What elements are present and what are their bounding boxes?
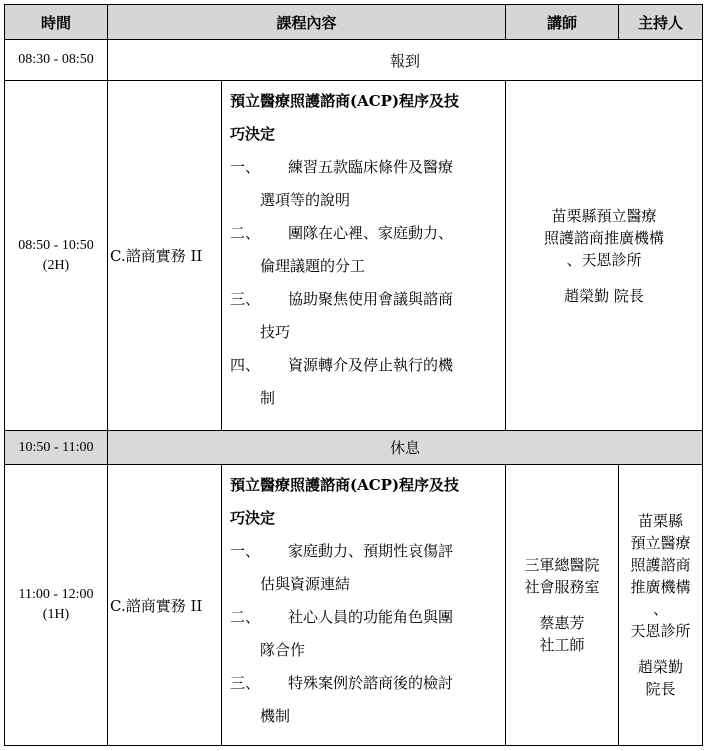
- time-cell: 08:30 - 08:50: [5, 40, 108, 81]
- table-row: [5, 81, 703, 431]
- course-cell: [222, 81, 506, 431]
- lecturer-org: 照護諮商推廣機構: [544, 228, 665, 247]
- item-number: 一、: [230, 542, 261, 560]
- item-number: 三、: [230, 674, 261, 692]
- host-org: 、: [653, 600, 669, 618]
- header-row: [5, 5, 703, 40]
- host-org: 照護諮商: [630, 556, 691, 574]
- course-title-line: 巧決定: [230, 509, 276, 527]
- host-org: 天恩診所: [630, 622, 691, 640]
- header-time: 時間: [5, 5, 108, 40]
- item-text: 家庭動力、預期性哀傷評: [288, 542, 454, 560]
- item-text: 社心人員的功能角色與團: [288, 608, 454, 626]
- time-cell: [5, 81, 108, 431]
- time-range: 11:00 - 12:00: [18, 587, 94, 602]
- host-name: 趙榮勤: [638, 658, 684, 676]
- item-text: 資源轉介及停止執行的機: [288, 356, 454, 374]
- lecturer-host-cell: [506, 81, 703, 431]
- header-content: 課程內容: [108, 5, 506, 40]
- item-text-cont: 技巧: [260, 323, 291, 341]
- course-cell: [222, 465, 506, 746]
- item-text-cont: 倫理議題的分工: [260, 257, 366, 275]
- item-number: 三、: [230, 290, 261, 308]
- item-text-cont: 估與資源連結: [260, 575, 351, 593]
- table-row: [5, 465, 703, 746]
- course-item: [230, 601, 501, 634]
- course-title-line: 預立醫療照護諮商(ACP)程序及技: [230, 92, 460, 110]
- time-cell: 10:50 - 11:00: [5, 431, 108, 465]
- item-number: 二、: [230, 608, 261, 626]
- duration: (2H): [42, 257, 70, 273]
- course-title-line: 預立醫療照護諮商(ACP)程序及技: [230, 476, 460, 494]
- course-title-line: 巧決定: [230, 125, 276, 143]
- table-row: [5, 40, 703, 81]
- time-range: 08:50 - 10:50: [18, 237, 94, 253]
- break-cell: 休息: [108, 431, 703, 465]
- header-lecturer: 講師: [506, 5, 619, 40]
- item-text: 團隊在心裡、家庭動力、: [288, 224, 454, 242]
- lecturer-name: 趙榮勤 院長: [564, 286, 644, 305]
- lecturer-org: 、天恩診所: [566, 250, 642, 269]
- item-number: 一、: [230, 158, 261, 176]
- checkin-cell: 報到: [108, 40, 703, 81]
- category-cell: C.諮商實務 II: [108, 465, 222, 746]
- host-org: 預立醫療: [630, 534, 691, 552]
- host-title: 院長: [645, 680, 676, 698]
- host-org: 推廣機構: [630, 578, 691, 596]
- course-item: [230, 535, 501, 568]
- lecturer-org: 三軍總醫院: [524, 556, 600, 574]
- lecturer-cell: [506, 465, 619, 746]
- lecturer-title: 社工師: [539, 636, 585, 654]
- item-number: 四、: [230, 356, 261, 374]
- item-text-cont: 機制: [260, 707, 291, 725]
- item-text: 協助聚焦使用會議與諮商: [288, 290, 454, 308]
- course-item: [230, 667, 501, 700]
- duration: (1H): [42, 607, 70, 622]
- course-item: [230, 217, 501, 250]
- lecturer-org: 苗栗縣預立醫療: [551, 206, 657, 225]
- item-text: 特殊案例於諮商後的檢討: [288, 674, 454, 692]
- item-number: 二、: [230, 224, 261, 242]
- course-item: [230, 349, 501, 382]
- header-host: 主持人: [619, 5, 703, 40]
- item-text: 練習五款臨床條件及醫療: [288, 158, 454, 176]
- schedule-table: [4, 4, 703, 746]
- category-cell: C.諮商實務 II: [108, 81, 222, 431]
- time-cell: [5, 465, 108, 746]
- table-row: [5, 431, 703, 465]
- item-text-cont: 選項等的說明: [260, 191, 351, 209]
- item-text-cont: 制: [260, 389, 276, 407]
- lecturer-org: 社會服務室: [524, 578, 600, 596]
- lecturer-name: 蔡惠芳: [539, 614, 585, 632]
- course-item: [230, 151, 501, 184]
- host-org: 苗栗縣: [638, 512, 684, 530]
- course-item: [230, 283, 501, 316]
- item-text-cont: 隊合作: [260, 641, 306, 659]
- host-cell: [619, 465, 703, 746]
